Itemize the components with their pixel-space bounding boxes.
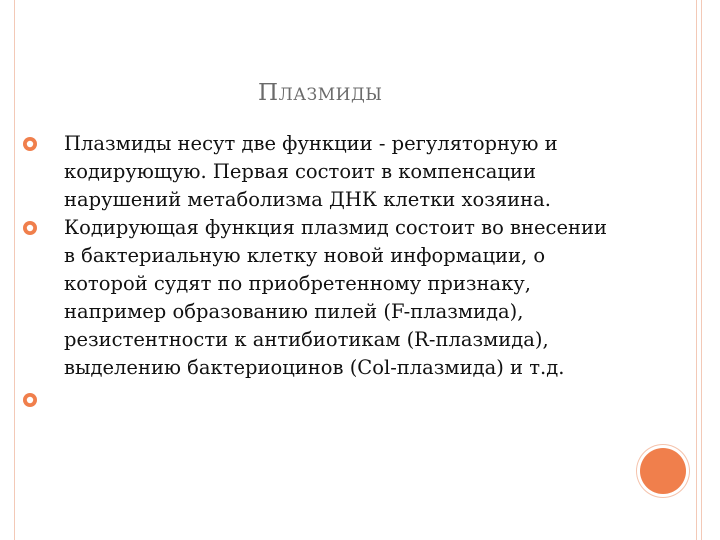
bullet-item-1 — [22, 130, 622, 214]
bullet-item-3 — [22, 386, 622, 414]
slide-content — [22, 130, 622, 414]
accent-circle — [640, 448, 686, 494]
left-frame-border — [0, 0, 15, 540]
bullet-item-2 — [22, 214, 622, 382]
bullet-text-2: Кодирующая функция плазмид состоит во внесении в бактериальную клетку новой информации, о которой судят по приобретенному признаку, например образованию пилей (F-плазмида), резистентности к антибиотикам (R-плазмида), выделению бактериоцинов (Col-плазмида) и т.д. — [64, 216, 607, 379]
sun-bullet-icon — [22, 220, 38, 236]
title-rest: ЛАЗМИДЫ — [278, 85, 383, 105]
sun-bullet-icon — [22, 392, 38, 408]
slide-title — [258, 80, 458, 106]
bullet-text-1: Плазмиды несут две функции - регуляторную и кодирующую. Первая состоит в компенсации нарушений метаболизма ДНК клетки хозяина. — [64, 132, 558, 211]
sun-bullet-icon — [22, 136, 38, 152]
right-frame-border — [696, 0, 702, 540]
title-first-letter: П — [258, 80, 279, 106]
